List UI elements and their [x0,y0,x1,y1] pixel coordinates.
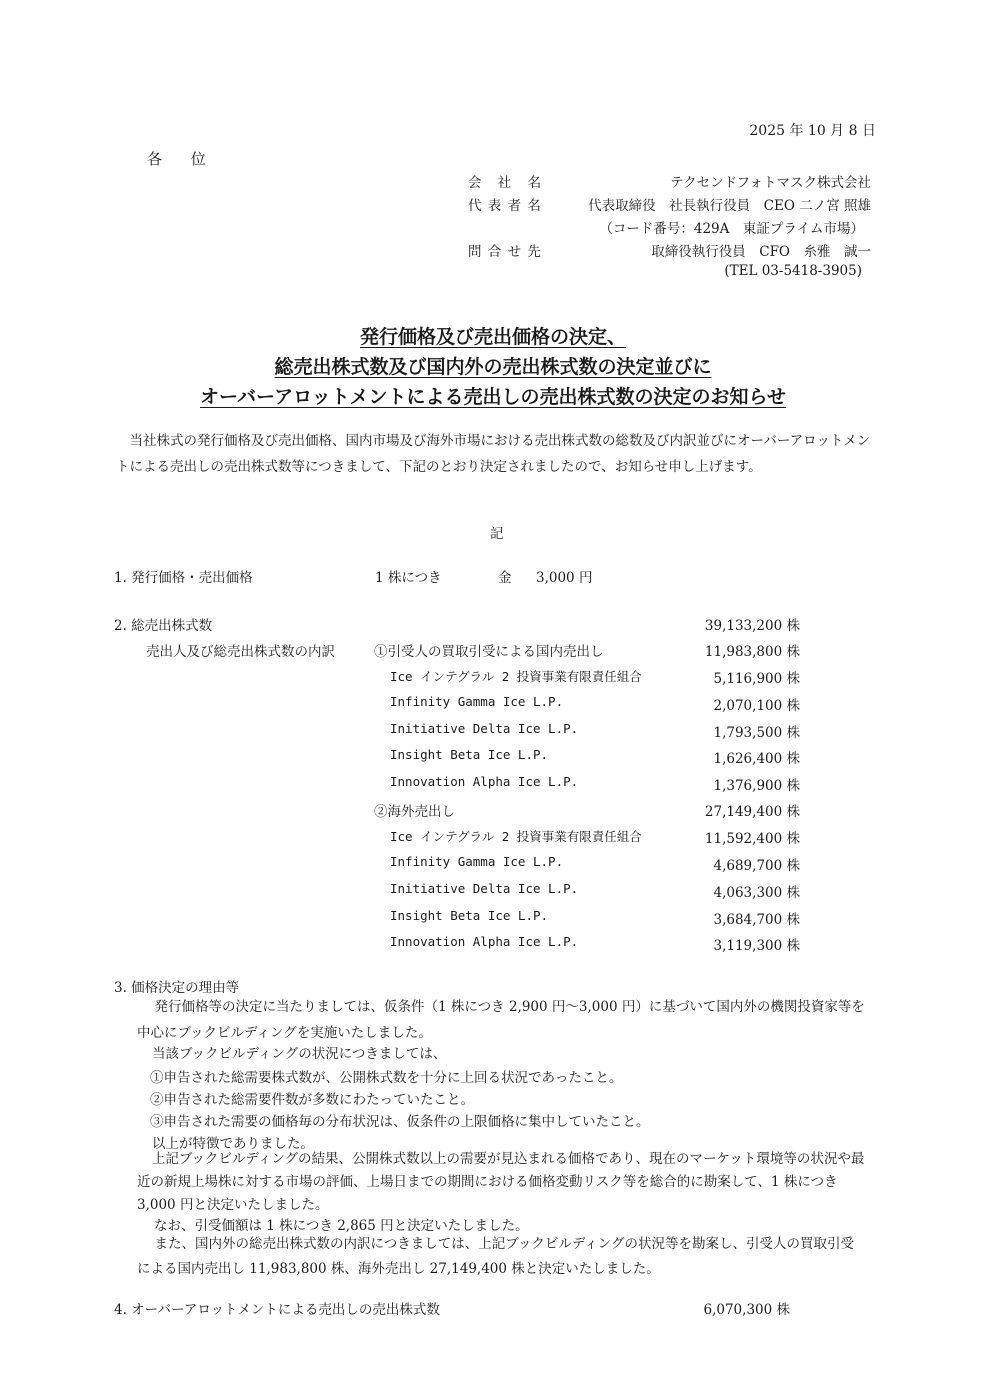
seller-shares: 3,684,700 株 [713,912,800,928]
company-name-label: 会 社 名 [468,175,548,191]
total-shares: 39,133,200 株 [704,618,800,634]
seller-shares: 4,063,300 株 [713,885,800,901]
stock-code: （コード番号：429A 東証プライム市場） [599,221,864,237]
contact-person: 取締役執行役員 CFO 糸雅 誠一 [651,244,871,260]
seller-shares: 1,793,500 株 [713,725,800,741]
section-3-paragraph-4: 上記ブックビルディングの結果、公開株式数以上の需要が見込まれる価格であり、現在のマーケット環境等の状況や最近の新規上場株に対する市場の評価、上場日までの期間における価格変動リスク等を総合的に勘案して、1 株につき 3,000 円と決定いたしました。 [137,1151,865,1213]
seller-shares: 4,689,700 株 [713,858,800,874]
seller-name: Infinity Gamma Ice L.P. [390,694,564,709]
seller-name: Innovation Alpha Ice L.P. [390,934,579,949]
title-line-2: 総売出株式数及び国内外の売出株式数の決定並びに [274,356,712,378]
seller-shares: 5,116,900 株 [713,671,800,687]
seller-name: Innovation Alpha Ice L.P. [390,774,579,789]
seller-shares: 1,376,900 株 [713,778,800,794]
overseas-total: 27,149,400 株 [704,804,800,820]
per-share-label: 1 株につき [375,570,442,586]
seller-name: Insight Beta Ice L.P. [390,747,549,762]
document-date: 2025 年 10 月 8 日 [749,123,876,139]
seller-name: Ice インテグラル 2 投資事業有限責任組合 [390,829,642,844]
section-4-label: 4. オーバーアロットメントによる売出しの売出株式数 [114,1302,440,1318]
representative: 代表取締役 社長執行役員 CEO 二ノ宮 照雄 [588,198,871,214]
intro-paragraph: 当社株式の発行価格及び売出価格、国内市場及び海外市場における売出株式数の総数及び内訳並びにオーバーアロットメントによる売出しの売出株式数等につきまして、下記のとおり決定されましたので、お知らせ申し上げます。 [116,433,871,475]
kin-label: 金 [498,570,512,586]
company-name: テクセンドフォトマスク株式会社 [670,175,871,191]
representative-label: 代 表 者 名 [468,198,542,214]
section-3-bullet-3: ③申告された需要の価格毎の分布状況は、仮条件の上限価格に集中していたこと。 [150,1114,650,1130]
title-line-1: 発行価格及び売出価格の決定、 [359,326,626,348]
section-3-paragraph-5: なお、引受価額は 1 株につき 2,865 円と決定いたしました。 [154,1218,529,1234]
section-3-label: 3. 価格決定の理由等 [114,980,240,996]
domestic-total: 11,983,800 株 [704,644,800,660]
seller-name: Insight Beta Ice L.P. [390,908,549,923]
seller-name: Initiative Delta Ice L.P. [390,881,579,896]
breakdown-label: 売出人及び総売出株式数の内訳 [146,644,335,660]
seller-name: Infinity Gamma Ice L.P. [390,854,564,869]
seller-shares: 1,626,400 株 [713,751,800,767]
contact-label: 問 合 せ 先 [468,244,542,260]
seller-shares: 11,592,400 株 [704,831,800,847]
section-3-paragraph-2: 当該ブックビルディングの状況につきましては、 [152,1046,447,1062]
contact-tel: (TEL 03-5418-3905) [724,263,862,279]
seller-shares: 2,070,100 株 [713,698,800,714]
offer-price: 3,000 円 [536,570,593,586]
over-allotment-shares: 6,070,300 株 [703,1302,790,1318]
seller-name: Ice インテグラル 2 投資事業有限責任組合 [390,669,642,684]
seller-name: Initiative Delta Ice L.P. [390,721,579,736]
section-3-bullet-1: ①申告された総需要株式数が、公開株式数を十分に上回る状況であったこと。 [150,1070,623,1086]
addressee: 各 位 [147,150,218,168]
section-3-paragraph-3: 以上が特徴でありました。 [152,1136,314,1152]
section-3-paragraph-6: また、国内外の総売出株式数の内訳につきましては、上記ブックビルディングの状況等を勘案し、引受人の買取引受による国内売出し 11,983,800 株、海外売出し 27,149,400 株と決定いたしました。 [137,1236,854,1277]
section-3-bullet-2: ②申告された総需要件数が多数にわたっていたこと。 [150,1092,474,1108]
overseas-label: ②海外売出し [374,804,455,820]
title-line-3: オーバーアロットメントによる売出しの売出株式数の決定のお知らせ [200,386,786,408]
domestic-label: ①引受人の買取引受による国内売出し [374,644,604,660]
seller-shares: 3,119,300 株 [713,938,800,954]
section-1-label: 1. 発行価格・売出価格 [114,570,253,586]
section-2-label: 2. 総売出株式数 [114,618,213,634]
section-3-paragraph-1: 発行価格等の決定に当たりましては、仮条件（1 株につき 2,900 円～3,000 円）に基づいて国内外の機関投資家等を中心にブックビルディングを実施いたしました。 [137,999,865,1041]
ki-heading: 記 [490,526,504,542]
